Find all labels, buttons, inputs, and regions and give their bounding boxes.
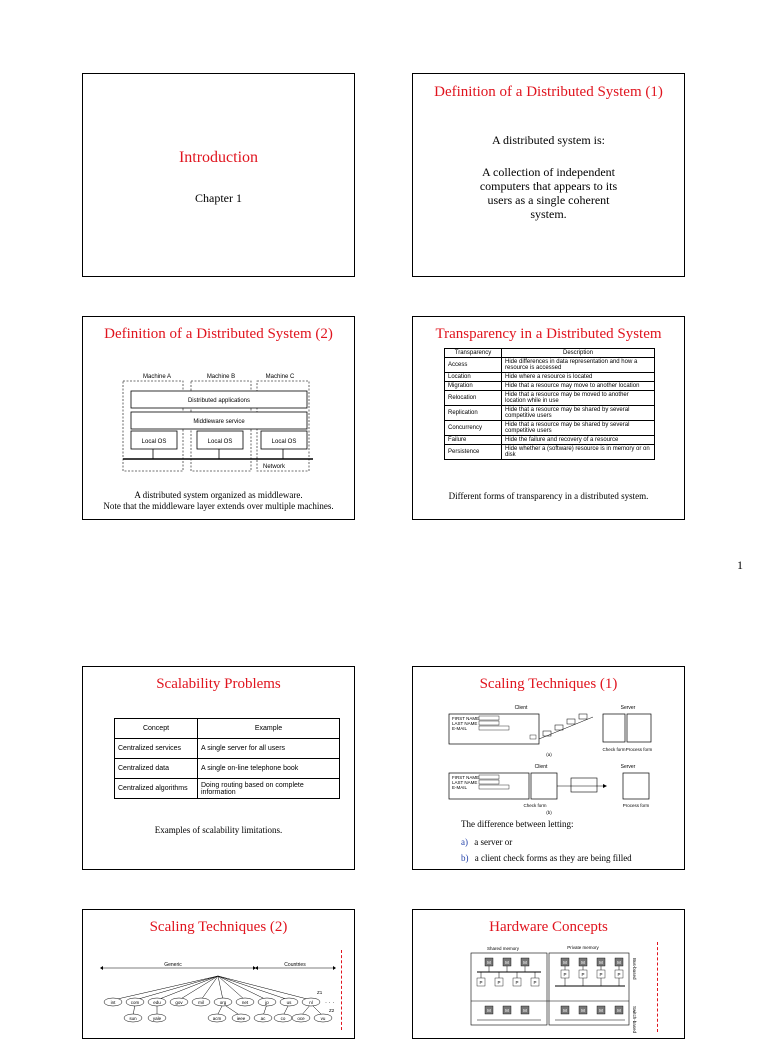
slide-title: Definition of a Distributed System (1) <box>434 84 663 100</box>
node-vu: vu <box>320 1016 326 1021</box>
page-number: 1 <box>737 558 743 572</box>
node-org: org <box>219 1000 227 1005</box>
scalability-table <box>114 718 340 799</box>
last-name-label-b: LAST NAME <box>452 780 478 785</box>
cell: Location <box>445 373 502 382</box>
client-label-b: Client <box>534 764 548 770</box>
slide-definition-1 <box>412 73 685 277</box>
difference-intro: The difference between letting: <box>461 819 574 829</box>
private-bus-group <box>555 958 625 986</box>
countries-label: Countries <box>284 962 306 968</box>
cell: Hide that a resource may be shared by several competitive users <box>502 421 655 436</box>
process-form-label-b: Process form <box>622 803 650 808</box>
zone-z2-label: Z2 <box>329 1008 335 1013</box>
node-acm: acm <box>212 1016 222 1021</box>
slide-title: Transparency in a Distributed System <box>435 326 662 342</box>
cell: Centralized algorithms <box>115 779 198 799</box>
zone-z1-label: Z1 <box>317 990 323 995</box>
slide-subtitle: Chapter 1 <box>195 191 242 205</box>
tree-lines <box>110 976 323 1016</box>
switch-based-group <box>477 1006 625 1020</box>
slide-title: Introduction <box>178 149 259 166</box>
table-row <box>445 421 655 436</box>
middleware-label: Middleware service <box>193 419 245 425</box>
header-example: Example <box>198 719 340 739</box>
memory-m: M <box>563 1008 567 1013</box>
header-transparency: Transparency <box>445 349 502 358</box>
middleware-diagram <box>83 367 356 487</box>
local-os-a-label: Local OS <box>141 439 167 445</box>
slide-hardware <box>412 909 685 1039</box>
hardware-diagram <box>413 944 686 1034</box>
node-edu: edu <box>153 1000 161 1005</box>
definition-line-2: computers that appears to its <box>479 179 618 193</box>
cell: Access <box>445 358 502 373</box>
table-row <box>115 739 340 759</box>
check-form-label-b: Check form <box>523 803 547 808</box>
dns-tree-diagram <box>83 954 356 1044</box>
machine-b-label: Machine B <box>206 374 236 380</box>
node-com: com <box>130 1000 140 1005</box>
node-int: int <box>110 1000 116 1005</box>
table-row <box>445 358 655 373</box>
node-co: co <box>280 1016 286 1021</box>
processor-p: P <box>563 972 567 977</box>
server-label-a: Server <box>620 705 636 711</box>
switch-based-label: Switch-based <box>632 1006 637 1034</box>
server-label-b: Server <box>620 764 636 770</box>
cell: A single server for all users <box>198 739 340 759</box>
memory-m: M <box>617 960 621 965</box>
slide-title: Definition of a Distributed System (2) <box>104 326 333 342</box>
figure-label-b: (b) <box>546 810 552 815</box>
machine-c-label: Machine C <box>265 374 295 380</box>
definition-line-3: users as a single coherent <box>487 193 610 207</box>
ellipsis: · · · <box>325 1000 335 1006</box>
cell: Hide whether a (software) resource is in memory or on disk <box>502 445 655 460</box>
form-check-diagram <box>413 701 686 821</box>
node-mil: mil <box>198 1000 204 1005</box>
cell: Hide that a resource may be shared by several competitive users <box>502 406 655 421</box>
table-row <box>445 373 655 382</box>
processor-p: P <box>617 972 621 977</box>
memory-m: M <box>487 1008 491 1013</box>
apps-label: Distributed applications <box>187 398 251 404</box>
slide-scaling-2 <box>82 909 355 1039</box>
client-label-a: Client <box>514 705 528 711</box>
figure-caption-2: Note that the middleware layer extends over multiple machines. <box>103 501 334 511</box>
table-row <box>115 759 340 779</box>
first-name-label: FIRST NAME <box>452 716 480 721</box>
shared-bus-group <box>477 958 541 986</box>
cell: Hide where a resource is located <box>502 373 655 382</box>
option-a-marker: a) <box>461 837 468 847</box>
table-row <box>445 436 655 445</box>
processor-p: P <box>515 980 519 985</box>
cell: Hide that a resource may move to another location <box>502 382 655 391</box>
process-form-label-a: Process form <box>625 747 653 752</box>
table-header <box>445 349 655 358</box>
definition-lead: A distributed system is: <box>491 133 605 147</box>
processor-p: P <box>479 980 483 985</box>
slide-title: Scalability Problems <box>156 676 281 692</box>
slide-scalability <box>82 666 355 870</box>
first-name-label-b: FIRST NAME <box>452 775 480 780</box>
email-label: E-MAIL <box>452 726 468 731</box>
option-b-text: a client check forms as they are being filled <box>474 853 632 863</box>
memory-m: M <box>581 1008 585 1013</box>
memory-m: M <box>599 1008 603 1013</box>
memory-m: M <box>599 960 603 965</box>
memory-m: M <box>523 960 527 965</box>
node-us: us <box>286 1000 292 1005</box>
table-header <box>115 719 340 739</box>
processor-p: P <box>497 980 501 985</box>
slide-transparency <box>412 316 685 520</box>
shared-memory-label: Shared memory <box>486 946 520 951</box>
slide-title: Hardware Concepts <box>489 919 608 935</box>
node-yale: yale <box>152 1016 162 1021</box>
table-row <box>445 391 655 406</box>
network-label: Network <box>262 464 286 470</box>
cell: Centralized services <box>115 739 198 759</box>
node-sun: sun <box>129 1016 137 1021</box>
table-row <box>445 382 655 391</box>
memory-m: M <box>563 960 567 965</box>
figure-label-a: (a) <box>546 752 552 757</box>
private-memory-label: Private memory <box>567 945 599 950</box>
table-row <box>445 445 655 460</box>
cell: A single on-line telephone book <box>198 759 340 779</box>
cell: Failure <box>445 436 502 445</box>
figure-caption: Examples of scalability limitations. <box>154 825 283 835</box>
generic-label: Generic <box>164 962 182 968</box>
cell: Concurrency <box>445 421 502 436</box>
memory-m: M <box>617 1008 621 1013</box>
option-b-marker: b) <box>461 853 469 863</box>
memory-m: M <box>505 1008 509 1013</box>
bus-based-label: Bus-based <box>632 958 637 980</box>
memory-m: M <box>505 960 509 965</box>
memory-m: M <box>523 1008 527 1013</box>
node-net: net <box>241 1000 249 1005</box>
header-description: Description <box>502 349 655 358</box>
transparency-table <box>444 348 655 460</box>
processor-p: P <box>533 980 537 985</box>
processor-p: P <box>581 972 585 977</box>
local-os-c-label: Local OS <box>271 439 297 445</box>
option-a <box>461 837 512 847</box>
table-row <box>115 779 340 799</box>
slide-scaling-1 <box>412 666 685 870</box>
header-concept: Concept <box>115 719 198 739</box>
machine-a-label: Machine A <box>142 374 172 380</box>
cell: Relocation <box>445 391 502 406</box>
email-label-b: E-MAIL <box>452 785 468 790</box>
node-oce: oce <box>297 1016 305 1021</box>
definition-line-1: A collection of independent <box>482 165 615 179</box>
cell: Doing routing based on complete information <box>198 779 340 799</box>
slide-title: Scaling Techniques (2) <box>149 919 288 935</box>
slide-title: Scaling Techniques (1) <box>479 676 618 692</box>
slide-introduction <box>82 73 355 277</box>
node-ac: ac <box>260 1016 266 1021</box>
cell: Hide differences in data representation and how a resource is accessed <box>502 358 655 373</box>
option-a-text: a server or <box>474 837 513 847</box>
table-row <box>445 406 655 421</box>
node-gov: gov <box>175 1000 183 1005</box>
cell: Persistence <box>445 445 502 460</box>
option-b <box>461 853 632 863</box>
node-nl: nl <box>309 1000 313 1005</box>
memory-m: M <box>581 960 585 965</box>
processor-p: P <box>599 972 603 977</box>
cell: Migration <box>445 382 502 391</box>
cell: Hide the failure and recovery of a resource <box>502 436 655 445</box>
figure-caption-1: A distributed system organized as middleware. <box>134 490 303 500</box>
cell: Centralized data <box>115 759 198 779</box>
local-os-b-label: Local OS <box>207 439 233 445</box>
node-ieee: ieee <box>236 1016 246 1021</box>
cell: Hide that a resource may be moved to another location while in use <box>502 391 655 406</box>
figure-caption: Different forms of transparency in a distributed system. <box>448 491 649 501</box>
cell: Replication <box>445 406 502 421</box>
check-form-label-a: Check form <box>602 747 626 752</box>
last-name-label: LAST NAME <box>452 721 478 726</box>
memory-m: M <box>487 960 491 965</box>
definition-line-4: system. <box>530 207 567 221</box>
node-jp: jp <box>265 1000 269 1005</box>
slide-definition-2 <box>82 316 355 520</box>
